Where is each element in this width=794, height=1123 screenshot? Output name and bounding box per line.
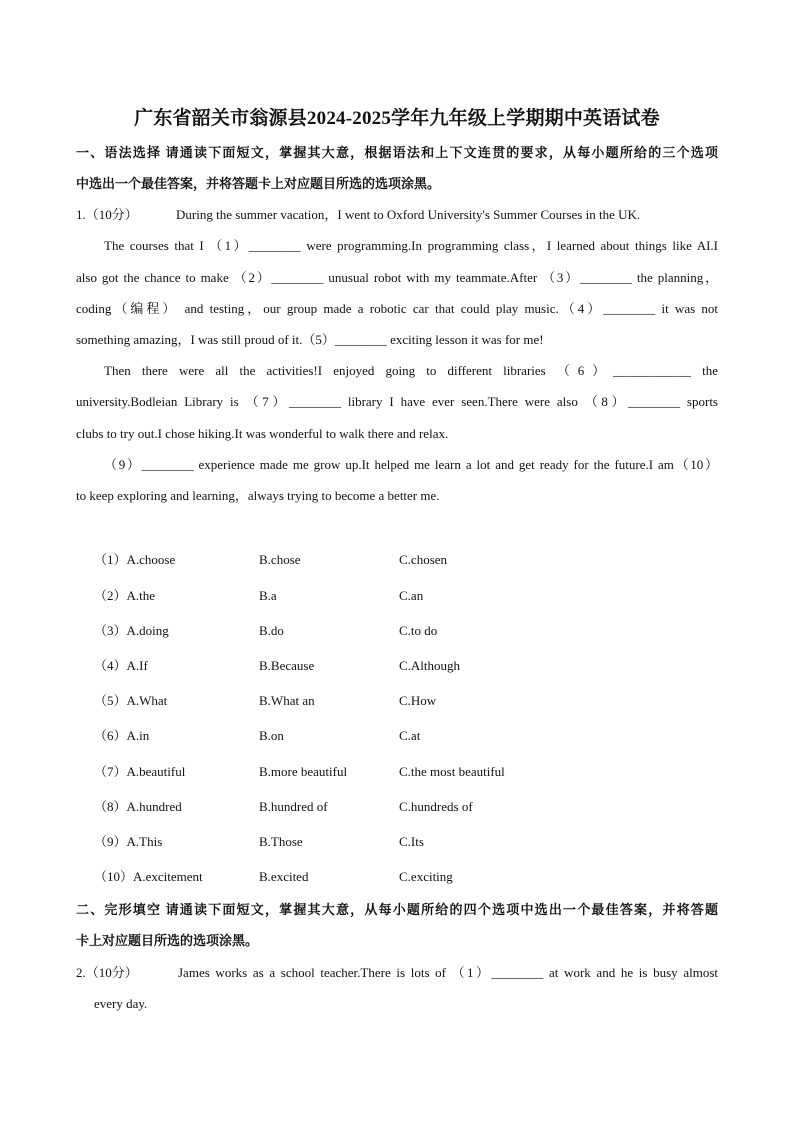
- q1-option-6-b: B.on: [259, 728, 284, 743]
- q1-passage-line-5: Then there were all the activities!I enjoyed going to different libraries （6）____________ the: [104, 363, 718, 378]
- q1-option-6-a: （6）A.in: [94, 728, 150, 743]
- q1-option-5-a: （5）A.What: [94, 693, 168, 708]
- q1-option-3-c: C.to do: [399, 623, 438, 638]
- q1-option-4-c: C.Although: [399, 658, 461, 673]
- q1-option-2-c: C.an: [399, 588, 424, 603]
- q1-option-4-a: （4）A.If: [94, 658, 148, 673]
- q1-option-7-c: C.the most beautiful: [399, 764, 505, 779]
- exam-title: 广东省韶关市翁源县2024-2025学年九年级上学期期中英语试卷: [134, 108, 660, 129]
- q2-passage-line-2: every day.: [94, 996, 148, 1011]
- q1-intro: During the summer vacation，I went to Oxford University's Summer Courses in the UK.: [176, 207, 641, 222]
- q1-passage-line-6: university.Bodleian Library is （7）________ library I have ever seen.There were also （8）________ sports: [76, 394, 718, 409]
- q1-option-10-c: C.exciting: [399, 869, 453, 884]
- section2-heading-line2: 卡上对应题目所选的选项涂黑。: [76, 933, 259, 948]
- q1-option-6-c: C.at: [399, 728, 421, 743]
- q1-option-3-a: （3）A.doing: [94, 623, 169, 638]
- q1-option-9-b: B.Those: [259, 834, 303, 849]
- q1-option-9-c: C.Its: [399, 834, 424, 849]
- q1-option-2-b: B.a: [259, 588, 277, 603]
- q1-option-1-b: B.chose: [259, 552, 301, 567]
- q1-label: 1.（10分）: [76, 207, 138, 222]
- q1-option-8-b: B.hundred of: [259, 799, 328, 814]
- q1-option-9-a: （9）A.This: [94, 834, 163, 849]
- q1-option-7-b: B.more beautiful: [259, 764, 348, 779]
- q1-option-1-a: （1）A.choose: [94, 552, 176, 567]
- q1-passage-line-2: also got the chance to make （2）________ unusual robot with my teammate.After （3）________ the planning，: [76, 270, 718, 285]
- q1-passage-line-1: The courses that I （1）________ were programming.In programming class，I learned about things like AI.I: [104, 238, 718, 253]
- q1-option-4-b: B.Because: [259, 658, 315, 673]
- q1-passage-line-8: （9）________ experience made me grow up.It helped me learn a lot and get ready for the future.I am（10）: [104, 457, 718, 472]
- q1-option-8-c: C.hundreds of: [399, 799, 473, 814]
- section1-heading-line1: 一、语法选择 请通读下面短文，掌握其大意，根据语法和上下文连贯的要求，从每小题所给的三个选项: [76, 145, 718, 160]
- q2-passage-line-1: James works as a school teacher.There is lots of （1）________ at work and he is busy almost: [178, 965, 718, 980]
- q1-passage-line-9: to keep exploring and learning，always trying to become a better me.: [76, 488, 440, 503]
- q1-option-10-b: B.excited: [259, 869, 309, 884]
- q1-option-10-a: （10）A.excitement: [94, 869, 203, 884]
- q1-passage-line-4: something amazing，I was still proud of it.（5）________ exciting lesson it was for me!: [76, 332, 544, 347]
- q1-option-3-b: B.do: [259, 623, 284, 638]
- section1-heading-line2: 中选出一个最佳答案，并将答题卡上对应题目所选的选项涂黑。: [76, 176, 441, 191]
- q1-option-5-c: C.How: [399, 693, 437, 708]
- q1-option-1-c: C.chosen: [399, 552, 448, 567]
- q2-label: 2.（10分）: [76, 965, 138, 980]
- q1-option-2-a: （2）A.the: [94, 588, 156, 603]
- q1-passage-line-3: coding（编程） and testing，our group made a robotic car that could play music.（4）________ it was not: [76, 301, 718, 316]
- q1-passage-line-7: clubs to try out.I chose hiking.It was wonderful to walk there and relax.: [76, 426, 449, 441]
- section2-heading-line1: 二、完形填空 请通读下面短文，掌握其大意，从每小题所给的四个选项中选出一个最佳答案，并将答题: [76, 902, 718, 917]
- q1-option-5-b: B.What an: [259, 693, 315, 708]
- q1-option-8-a: （8）A.hundred: [94, 799, 182, 814]
- q1-option-7-a: （7）A.beautiful: [94, 764, 186, 779]
